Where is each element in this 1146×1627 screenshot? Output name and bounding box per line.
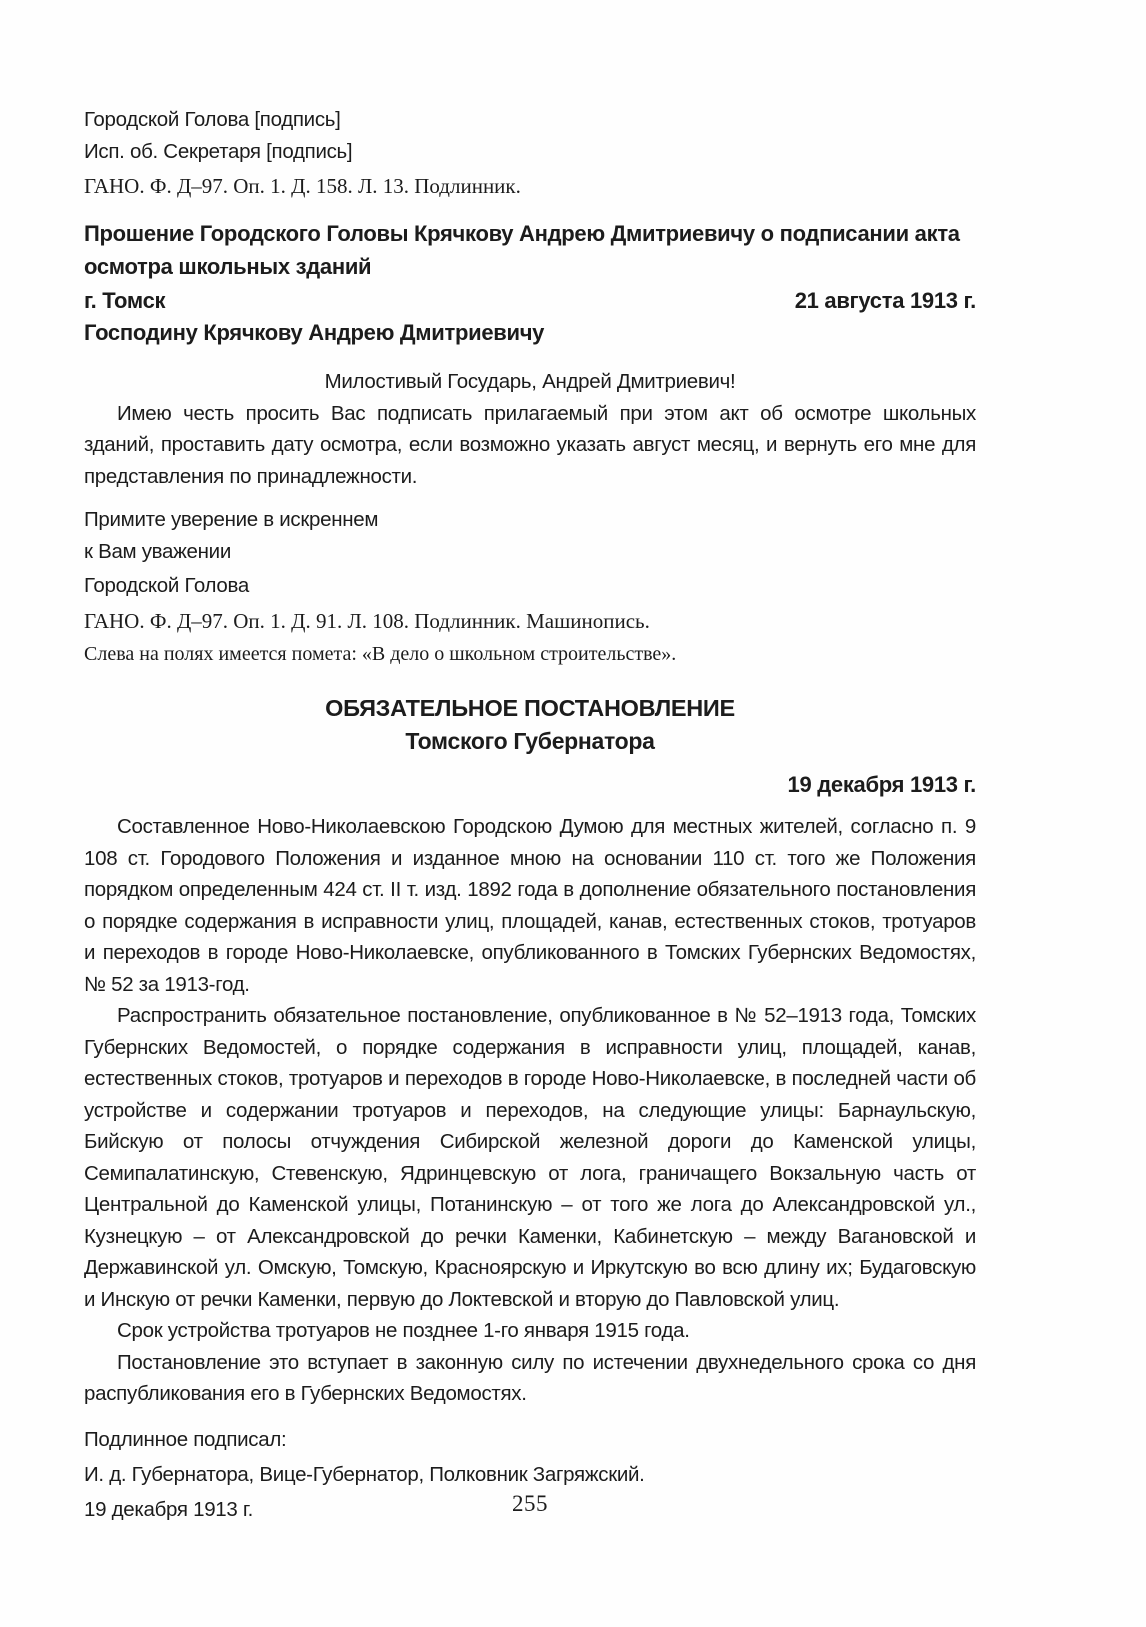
petition-body: Имею честь просить Вас подписать прилагаемый при этом акт об осмотре школьных зданий, проставить дату осмотра, если возможно указать август месяц, и вернуть его мне для представления по принадлежности. <box>84 401 976 488</box>
closing-line-2: к Вам уважении <box>84 539 231 563</box>
decree-date: 19 декабря 1913 г. <box>787 771 976 797</box>
decree-body <box>84 811 976 1410</box>
decree-paragraph-2: Распространить обязательное постановление, опубликованное в № 52–1913 года, Томских Губернских Ведомостей, о порядке содержания в исправности улиц, площадей, канав, естественных стоков, тротуаров и переходов в городе Ново-Николаевске, в последней части об устройстве и содержании тротуаров и переходов, на следующие улицы: Барнаульскую, Бийскую от полосы отчуждения Сибирской железной дороги до Каменской улицы, Семипалатинскую, Стевенскую, Ядринцевскую от лога, граничащего Вокзальную часть от Центральной до Каменской улицы, Потанинскую – от того же лога до Александровской ул., Кузнецкую – от Александровской до речки Каменки, Кабинетскую – между Вагановской и Державинской ул. Омскую, Томскую, Красноярскую и Иркутскую во всю длину их; Будаговскую и Инскую от речки Каменки, первую до Локтевской и вторую до Павловской улиц. <box>84 1004 976 1311</box>
petition-closing <box>84 504 976 602</box>
petition-title: Прошение Городского Головы Крячкову Андрею Дмитриевичу о подписании акта осмотра школьных зданий <box>84 221 960 279</box>
archive-reference: ГАНО. Ф. Д–97. Оп. 1. Д. 91. Л. 108. Подлинник. Машинопись. <box>84 608 650 633</box>
signature-line-secretary: Исп. об. Секретаря [подпись] <box>84 139 353 163</box>
petition-signature-role: Городской Голова <box>84 574 249 597</box>
previous-document-tail <box>84 104 976 202</box>
petition-salutation: Милостивый Государь, Андрей Дмитриевич! <box>324 370 736 393</box>
decree-document <box>84 692 976 1527</box>
closing-line-1: Примите уверение в искреннем <box>84 508 379 531</box>
petition-date: 21 августа 1913 г. <box>794 288 976 313</box>
archive-reference: ГАНО. Ф. Д–97. Оп. 1. Д. 158. Л. 13. Подлинник. <box>84 174 521 198</box>
petition-document <box>84 218 976 670</box>
editorial-note: Слева на полях имеется помета: «В дело о школьном строительстве». <box>84 642 677 665</box>
petition-place: г. Томск <box>84 288 166 313</box>
decree-paragraph-4: Постановление это вступает в законную силу по истечении двухнедельного срока со дня распубликования его в Губернских Ведомостях. <box>84 1350 976 1405</box>
page-number: 255 <box>512 1490 548 1516</box>
decree-paragraph-3: Срок устройства тротуаров не позднее 1-го января 1915 года. <box>117 1319 690 1342</box>
petition-addressee: Господину Крячкову Андрею Дмитриевичу <box>84 320 545 345</box>
signed-by: И. д. Губернатора, Вице-Губернатор, Полковник Загряжский. <box>84 1462 645 1486</box>
signature-line-mayor: Городской Голова [подпись] <box>84 108 341 131</box>
decree-title: ОБЯЗАТЕЛЬНОЕ ПОСТАНОВЛЕНИЕ <box>325 694 735 721</box>
decree-paragraph-1: Составленное Ново-Николаевскою Городскою Думою для местных жителей, согласно п. 9 108 ст. Городового Положения и изданное мною на основании 110 ст. того же Положения порядком определенным 424 ст. II т. изд. 1892 года в дополнение обязательного постановления о порядке содержания в исправности улиц, площадей, канав, естественных стоков, тротуаров и переходов в городе Ново-Николаевске, опубликованного в Томских Губернских Ведомостях, № 52 за 1913-год. <box>84 815 976 996</box>
decree-subtitle: Томского Губернатора <box>405 727 655 754</box>
signed-date: 19 декабря 1913 г. <box>84 1497 253 1521</box>
place-date-row <box>84 285 976 317</box>
signed-label: Подлинное подписал: <box>84 1427 287 1451</box>
